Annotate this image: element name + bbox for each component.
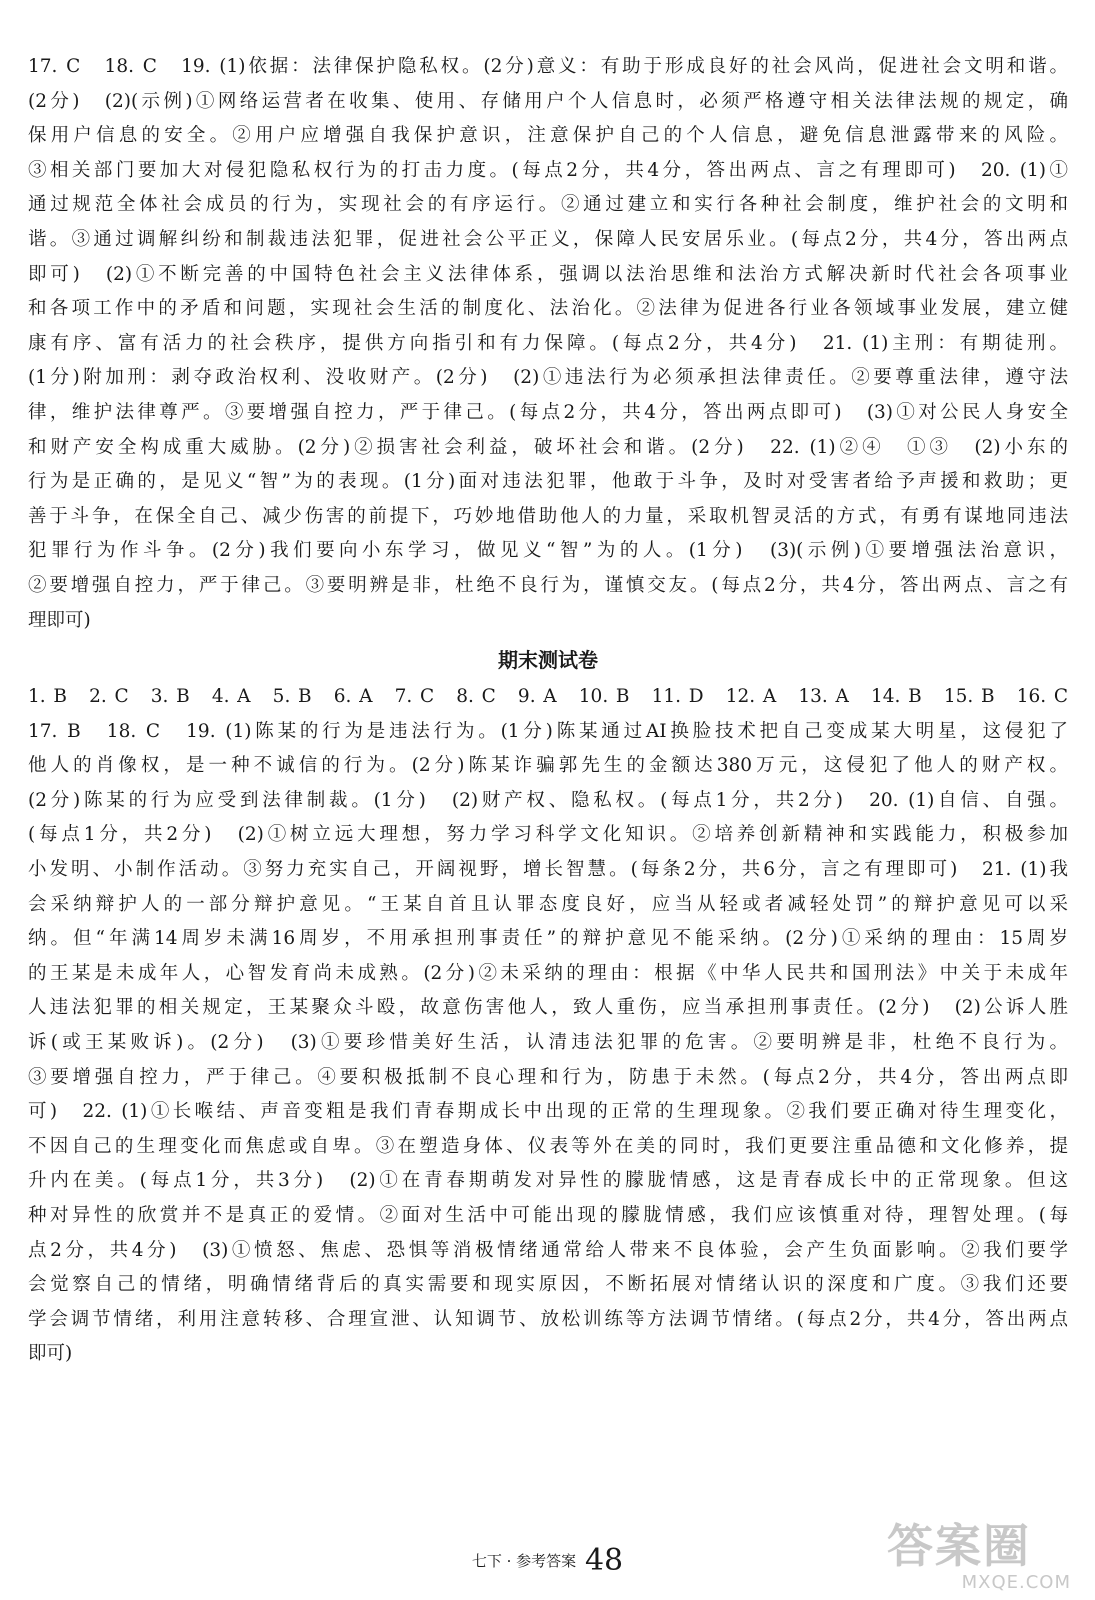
watermark-url: MXQE.COM <box>961 1572 1071 1593</box>
text-line: 通过规范全体社会成员的行为，实现社会的有序运行。②通过建立和实行各种社会制度，维护社会的文明和 <box>28 194 1068 216</box>
text-line: 犯罪行为作斗争。(2分)我们要向小东学习，做见义“智”为的人。(1分) (3)(示例)①要增强法治意识， <box>28 540 1068 562</box>
text-line: 他人的肖像权，是一种不诚信的行为。(2分)陈某诈骗郭先生的金额达380万元，这侵犯了他人的财产权。 <box>28 755 1068 777</box>
text-line: 理即可) <box>28 609 91 631</box>
page-number: 48 <box>584 1543 624 1578</box>
text-line: 的王某是未成年人，心智发育尚未成熟。(2分)②未采纳的理由：根据《中华人民共和国刑法》中关于未成年 <box>28 962 1068 984</box>
text-line: 谐。③通过调解纠纷和制裁违法犯罪，促进社会公平正义，保障人民安居乐业。(每点2分，共4分，答出两点 <box>28 228 1068 250</box>
site-watermark <box>887 1520 1077 1595</box>
text-line: 17. B 18. C 19. (1)陈某的行为是违法行为。(1分)陈某通过AI换脸技术把自己变成某大明星，这侵犯了 <box>28 720 1068 742</box>
text-line: 会觉察自己的情绪，明确情绪背后的真实需要和现实原因，不断拓展对情绪认识的深度和广度。③我们还要 <box>28 1274 1068 1296</box>
text-line: (2分)陈某的行为应受到法律制裁。(1分) (2)财产权、隐私权。(每点1分，共2分) 20. (1)自信、自强。 <box>28 789 1068 811</box>
text-line: (每点1分，共2分) (2)①树立远大理想，努力学习科学文化知识。②培养创新精神和实践能力，积极参加 <box>28 824 1068 846</box>
text-line: (2分) (2)(示例)①网络运营者在收集、使用、存储用户个人信息时，必须严格遵守相关法律法规的规定，确 <box>28 90 1068 112</box>
text-line: 诉(或王某败诉)。(2分) (3)①要珍惜美好生活，认清违法犯罪的危害。②要明辨是非，杜绝不良行为。 <box>28 1032 1068 1054</box>
text-line: 点2分，共4分) (3)①愤怒、焦虑、恐惧等消极情绪通常给人带来不良体验，会产生负面影响。②我们要学 <box>28 1239 1068 1261</box>
text-line: 可) 22. (1)①长喉结、声音变粗是我们青春期成长中出现的正常的生理现象。②我们要正确对待生理变化， <box>28 1101 1068 1123</box>
text-line: 康有序、富有活力的社会秩序，提供方向指引和有力保障。(每点2分，共4分) 21. (1)主刑：有期徒刑。 <box>28 332 1068 354</box>
text-line: 纳。但“年满14周岁未满16周岁，不用承担刑事责任”的辩护意见不能采纳。(2分)①采纳的理由：15周岁 <box>28 928 1068 950</box>
text-line: (1分)附加刑：剥夺政治权利、没收财产。(2分) (2)①违法行为必须承担法律责任。②要尊重法律，遵守法 <box>28 367 1068 389</box>
text-line: 即可) (2)①不断完善的中国特色社会主义法律体系，强调以法治思维和法治方式解决新时代社会各项事业 <box>28 263 1068 285</box>
text-line: 学会调节情绪，利用注意转移、合理宣泄、认知调节、放松训练等方法调节情绪。(每点2分，共4分，答出两点 <box>28 1308 1068 1330</box>
text-line: ③相关部门要加大对侵犯隐私权行为的打击力度。(每点2分，共4分，答出两点、言之有理即可) 20. (1)① <box>28 159 1068 181</box>
answer-page <box>28 50 1068 1372</box>
text-line: 和各项工作中的矛盾和问题，实现社会生活的制度化、法治化。②法律为促进各行业各领域事业发展，建立健 <box>28 298 1068 320</box>
text-line: 和财产安全构成重大威胁。(2分)②损害社会利益，破坏社会和谐。(2分) 22. (1)②④ ①③ (2)小东的 <box>28 436 1068 458</box>
text-line: 行为是正确的，是见义“智”为的表现。(1分)面对违法犯罪，他敢于斗争，及时对受害者给予声援和救助；更 <box>28 471 1068 493</box>
text-line: 1. B 2. C 3. B 4. A 5. B 6. A 7. C 8. C 9. A 10. B 11. D 12. A 13. A 14. B 15. B 16. C <box>28 686 1068 708</box>
text-line: 17. C 18. C 19. (1)依据：法律保护隐私权。(2分)意义：有助于形成良好的社会风尚，促进社会文明和谐。 <box>28 56 1068 77</box>
text-line: ②要增强自控力，严于律己。③要明辨是非，杜绝不良行为，谨慎交友。(每点2分，共4分，答出两点、言之有 <box>28 574 1068 596</box>
text-line: 种对异性的欣赏并不是真正的爱情。②面对生活中可能出现的朦胧情感，我们应该慎重对待，理智处理。(每 <box>28 1205 1068 1226</box>
text-line: ③要增强自控力，严于律己。④要积极抵制不良心理和行为，防患于未然。(每点2分，共4分，答出两点即 <box>28 1066 1068 1088</box>
footer-label: 七下 · 参考答案 <box>471 1552 577 1570</box>
section-1-answers <box>28 50 1068 638</box>
watermark-logo: 答案圈 <box>887 1519 1031 1573</box>
text-line: 不因自己的生理变化而焦虑或自卑。③在塑造身体、仪表等外在美的同时，我们更要注重品德和文化修养，提 <box>28 1135 1068 1157</box>
text-line: 人违法犯罪的相关规定，王某聚众斗殴，故意伤害他人，致人重伤，应当承担刑事责任。(2分) (2)公诉人胜 <box>28 997 1068 1019</box>
section-2-title: 期末测试卷 <box>498 648 598 673</box>
text-line: 即可) <box>28 1343 73 1365</box>
section-2-answers <box>28 680 1068 1372</box>
text-line: 律，维护法律尊严。③要增强自控力，严于律己。(每点2分，共4分，答出两点即可) (3)①对公民人身安全 <box>28 401 1068 423</box>
text-line: 善于斗争，在保全自己、减少伤害的前提下，巧妙地借助他人的力量，采取机智灵活的方式，有勇有谋地同违法 <box>28 505 1068 527</box>
text-line: 小发明、小制作活动。③努力充实自己，开阔视野，增长智慧。(每条2分，共6分，言之有理即可) 21. (1)我 <box>28 859 1068 881</box>
text-line: 升内在美。(每点1分，共3分) (2)①在青春期萌发对异性的朦胧情感，这是青春成长中的正常现象。但这 <box>28 1170 1068 1192</box>
text-line: 保用户信息的安全。②用户应增强自我保护意识，注意保护自己的个人信息，避免信息泄露带来的风险。 <box>28 125 1068 147</box>
text-line: 会采纳辩护人的一部分辩护意见。“王某自首且认罪态度良好，应当从轻或者减轻处罚”的辩护意见可以采 <box>28 893 1068 915</box>
